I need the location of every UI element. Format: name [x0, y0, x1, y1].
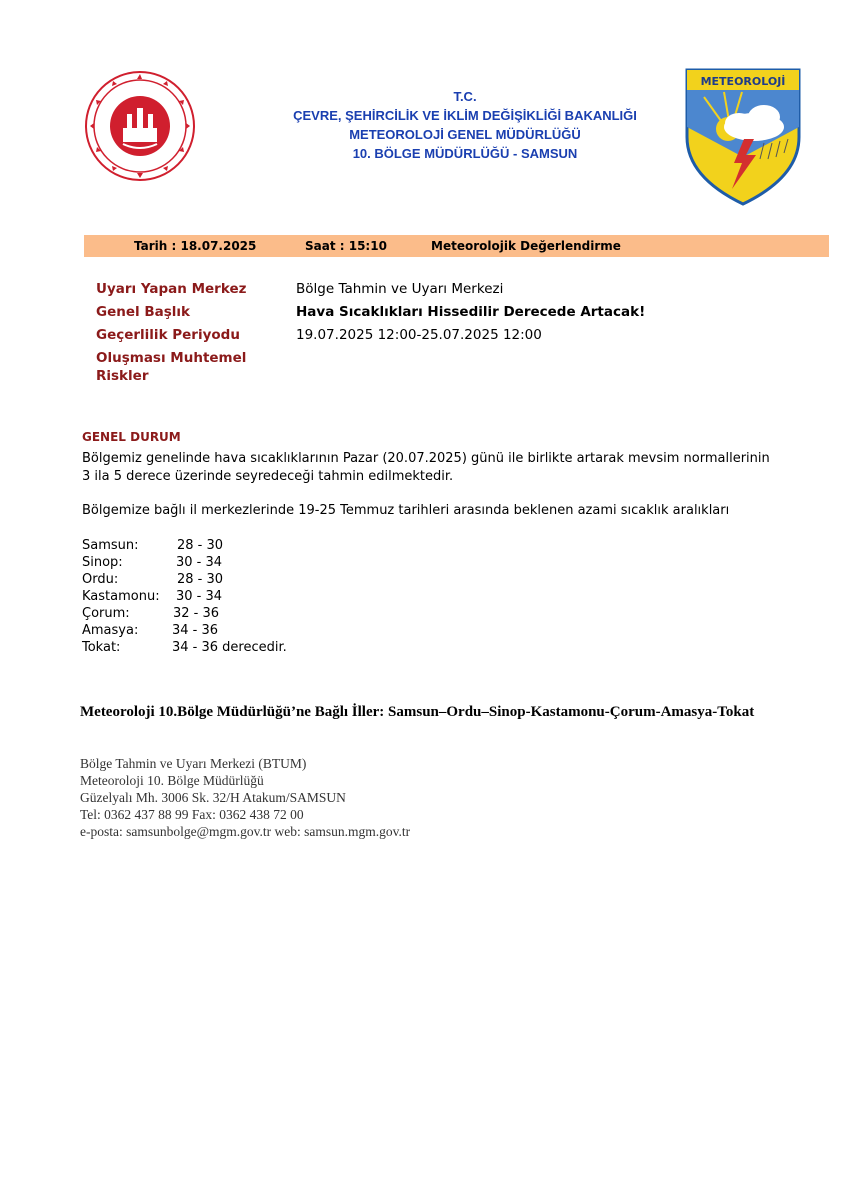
field-value-center: Bölge Tahmin ve Uyarı Merkezi [296, 281, 504, 297]
footer-email-web: e-posta: samsunbolge@mgm.gov.tr web: samsun.mgm.gov.tr [80, 824, 411, 839]
city-name: Çorum: [82, 606, 130, 621]
footer-phone: Tel: 0362 437 88 99 Fax: 0362 438 72 00 [80, 807, 304, 822]
header-region: 10. BÖLGE MÜDÜRLÜĞÜ - SAMSUN [352, 146, 578, 161]
city-name: Kastamonu: [82, 589, 160, 604]
field-value-period: 19.07.2025 12:00-25.07.2025 12:00 [296, 327, 542, 343]
city-row [82, 639, 287, 656]
general-paragraph-2: Bölgemize bağlı il merkezlerinde 19-25 Temmuz tarihleri arasında beklenen azami sıcaklık aralıkları [82, 503, 730, 518]
ministry-seal-logo [83, 70, 197, 182]
city-row [82, 588, 223, 605]
header-tc: T.C. [453, 89, 477, 104]
city-name: Ordu: [82, 572, 119, 587]
city-row [82, 605, 220, 622]
report-type: Meteorolojik Değerlendirme [431, 239, 621, 253]
city-range: 28 - 30 [177, 572, 224, 587]
info-band [84, 235, 829, 257]
report-date: Tarih : 18.07.2025 [134, 239, 257, 253]
city-row [82, 571, 224, 588]
section-heading-genel-durum: GENEL DURUM [82, 430, 181, 444]
city-row [82, 554, 223, 571]
city-range: 30 - 34 [176, 555, 223, 570]
city-name: Tokat: [82, 640, 121, 655]
city-name: Amasya: [82, 623, 139, 638]
city-row [82, 622, 219, 639]
footer-directorate: Meteoroloji 10. Bölge Müdürlüğü [80, 773, 264, 788]
city-range: 34 - 36 [172, 623, 219, 638]
meteo-logo-text: METEOROLOJİ [700, 75, 786, 88]
report-time: Saat : 15:10 [305, 239, 387, 253]
header-ministry: ÇEVRE, ŞEHİRCİLİK VE İKLİM DEĞİŞİKLİĞİ BAKANLIĞI [293, 108, 637, 123]
field-label-center: Uyarı Yapan Merkez [96, 281, 247, 297]
city-range: 30 - 34 [176, 589, 223, 604]
field-label-title: Genel Başlık [96, 304, 190, 320]
field-label-risks: Oluşması Muhtemel Riskler [96, 350, 247, 384]
provinces-line: Meteoroloji 10.Bölge Müdürlüğü’ne Bağlı İller: Samsun–Ordu–Sinop-Kastamonu-Çorum-Amasya-Tokat [80, 704, 755, 720]
city-name: Samsun: [82, 538, 139, 553]
general-paragraph-1: Bölgemiz genelinde hava sıcaklıklarının Pazar (20.07.2025) günü ile birlikte artarak mevsim normallerinin 3 ila 5 derece üzerinde seyredeceği tahmin edilmektedir. [82, 451, 770, 484]
meteoroloji-shield-logo [684, 67, 802, 207]
field-label-period: Geçerlilik Periyodu [96, 327, 240, 343]
footer-address: Güzelyalı Mh. 3006 Sk. 32/H Atakum/SAMSUN [80, 790, 346, 805]
city-range: 32 - 36 [173, 606, 220, 621]
city-range: 34 - 36 derecedir. [172, 640, 287, 655]
city-row [82, 537, 224, 554]
header-directorate: METEOROLOJİ GENEL MÜDÜRLÜĞÜ [349, 127, 581, 142]
city-name: Sinop: [82, 555, 123, 570]
city-range: 28 - 30 [177, 538, 224, 553]
field-value-title: Hava Sıcaklıkları Hissedilir Derecede Artacak! [296, 304, 646, 320]
footer-center: Bölge Tahmin ve Uyarı Merkezi (BTUM) [80, 756, 307, 771]
